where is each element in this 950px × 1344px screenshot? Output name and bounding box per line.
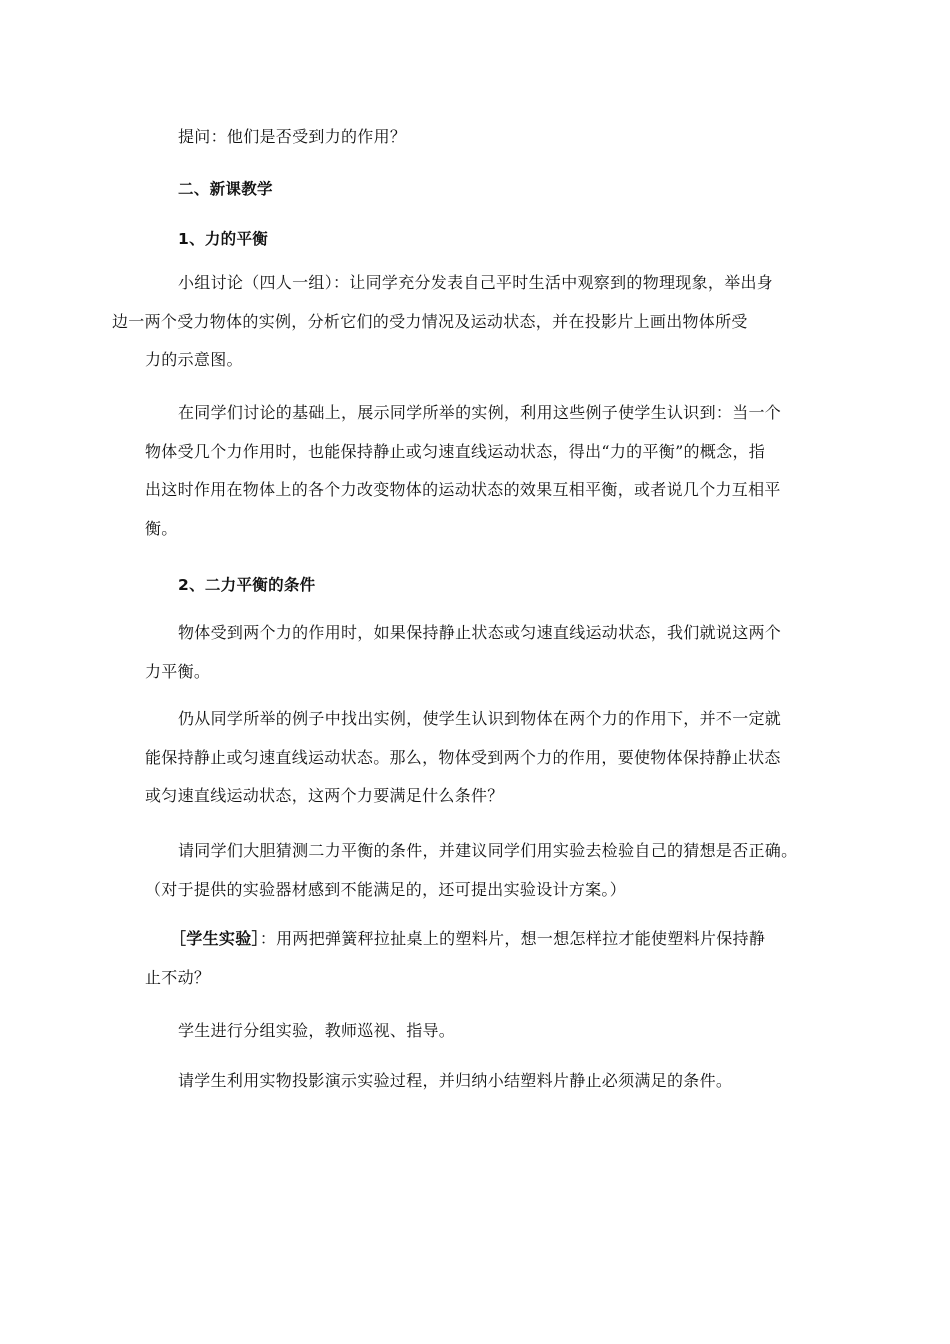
paragraph-line: ：用两把弹簧秤拉扯桌上的塑料片，想一想怎样拉才能使塑料片保持静	[259, 929, 766, 948]
section-heading-new-lesson	[145, 170, 805, 209]
group-experiment-paragraph	[145, 1012, 805, 1051]
paragraph-line: 仍从同学所举的例子中找出实例，使学生认识到物体在两个力的作用下，并不一定就	[178, 709, 782, 728]
paragraph-line: 出这时作用在物体上的各个力改变物体的运动状态的效果互相平衡，或者说几个力互相平	[145, 480, 781, 499]
question-paragraph	[145, 118, 805, 157]
section-heading-text: 二、新课教学	[178, 180, 273, 198]
paragraph-line: 衡。	[145, 518, 178, 538]
question-text: 提问：他们是否受到力的作用？	[178, 127, 407, 146]
paragraph-line: 小组讨论（四人一组）：让同学充分发表自己平时生活中观察到的物理现象，举出身	[178, 273, 774, 292]
paragraph-line: 边一两个受力物体的实例，分析它们的受力情况及运动状态，并在投影片上画出物体所受	[112, 311, 748, 331]
subheading-force-balance	[145, 220, 805, 259]
paragraph-line: 力平衡。	[145, 661, 211, 681]
paragraph-text: 请学生利用实物投影演示实验过程，并归纳小结塑料片静止必须满足的条件。	[178, 1071, 733, 1090]
paragraph-line: 物体受到两个力的作用时，如果保持静止状态或匀速直线运动状态，我们就说这两个	[178, 623, 782, 642]
paragraph-line: 能保持静止或匀速直线运动状态。那么，物体受到两个力的作用，要使物体保持静止状态	[145, 747, 781, 767]
paragraph-line: 物体受几个力作用时，也能保持静止或匀速直线运动状态，得出“力的平衡”的概念，指	[145, 441, 766, 461]
paragraph-line: 或匀速直线运动状态，这两个力要满足什么条件？	[145, 786, 504, 805]
paragraph-line: （对于提供的实验器材感到不能满足的，还可提出实验设计方案。）	[145, 879, 627, 899]
paragraph-line: 请同学们大胆猜测二力平衡的条件，并建议同学们用实验去检验自己的猜想是否正确。	[178, 841, 798, 860]
projection-paragraph	[145, 1062, 805, 1101]
subheading-text: 2、二力平衡的条件	[178, 576, 316, 594]
paragraph-line: 在同学们讨论的基础上，展示同学所举的实例，利用这些例子使学生认识到：当一个	[178, 403, 782, 422]
group-discussion-paragraph	[112, 264, 805, 380]
example-find-paragraph	[145, 700, 805, 816]
student-experiment-paragraph	[145, 920, 805, 997]
paragraph-text: 学生进行分组实验，教师巡视、指导。	[178, 1021, 456, 1040]
discussion-basis-paragraph	[145, 394, 805, 548]
subheading-two-force-condition	[145, 566, 805, 605]
paragraph-line: 力的示意图。	[145, 350, 243, 369]
paragraph-line: 止不动？	[145, 967, 211, 987]
experiment-label: ［学生实验］	[170, 929, 260, 948]
subheading-text: 1、力的平衡	[178, 230, 269, 248]
guess-paragraph	[145, 832, 805, 909]
definition-paragraph	[145, 614, 805, 691]
